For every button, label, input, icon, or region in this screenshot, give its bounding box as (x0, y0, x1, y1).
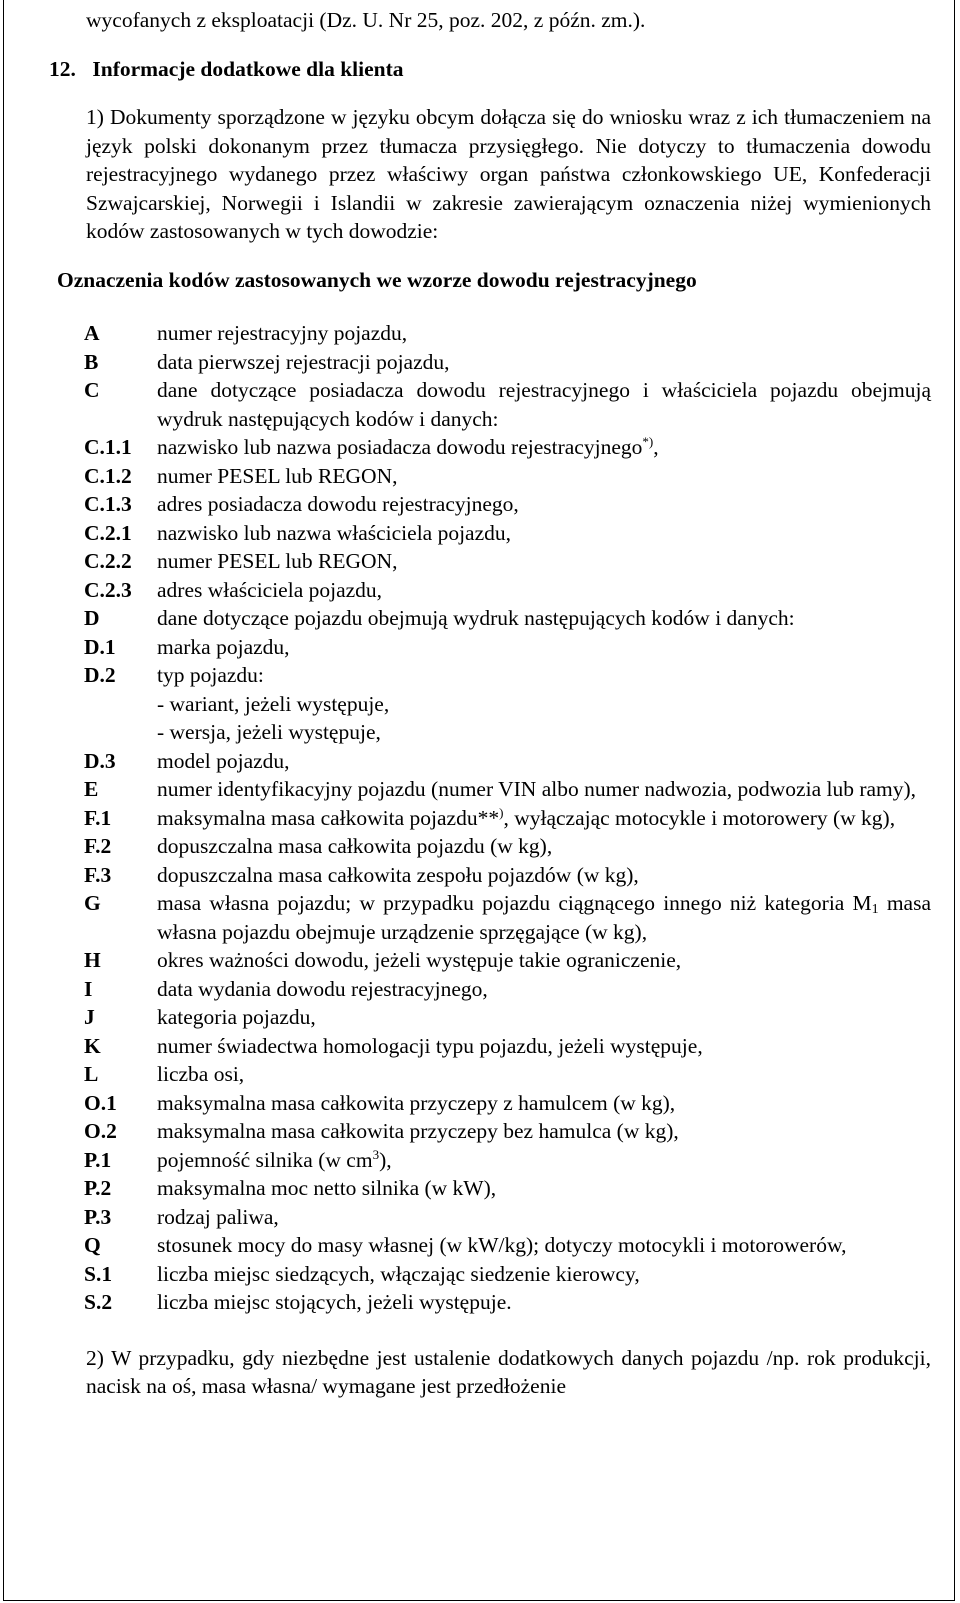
code-row (84, 1089, 931, 1118)
code-description (157, 804, 931, 833)
code-row (84, 490, 931, 519)
code-row (84, 1260, 931, 1289)
code-description-text: maksymalna masa całkowita przyczepy z hamulcem (w kg), (157, 1090, 676, 1115)
superscript: 3 (372, 1146, 380, 1162)
code-label: L (84, 1062, 99, 1086)
code-row (84, 946, 931, 975)
code-description (157, 319, 931, 348)
code-row (84, 319, 931, 348)
code-row (84, 462, 931, 491)
code-description (157, 861, 931, 890)
code-description-text: masa własna pojazdu; w przypadku pojazdu ciągnącego innego niż kategoria M (157, 891, 872, 915)
code-description-tail: masa własna pojazdu obejmuje urządzenie sprzęgające (w kg), (157, 891, 931, 944)
section-heading (49, 55, 931, 84)
code-description (157, 747, 931, 776)
code-description-text: numer identyfikacyjny pojazdu (numer VIN albo numer nadwozia, podwozia lub ramy), (157, 777, 917, 801)
code-subline: - wersja, jeżeli występuje, (157, 720, 381, 744)
code-description (157, 1288, 931, 1317)
code-description-text: numer świadectwa homologacji typu pojazdu, jeżeli występuje, (157, 1033, 703, 1058)
code-description (157, 433, 931, 462)
code-description-text: adres właściciela pojazdu, (157, 577, 383, 602)
code-label: Q (84, 1233, 101, 1257)
code-row (84, 1288, 931, 1317)
codes-heading: Oznaczenia kodów zastosowanych we wzorze dowodu rejestracyjnego (57, 267, 697, 292)
item-2-paragraph (86, 1344, 931, 1401)
section-number: 12. (49, 56, 76, 81)
code-description (157, 1003, 931, 1032)
code-description (157, 975, 931, 1004)
code-row (84, 633, 931, 662)
code-subline: - wariant, jeżeli występuje, (157, 691, 390, 716)
code-label: I (84, 976, 93, 1001)
code-row (84, 1117, 931, 1146)
code-description-text: dane dotyczące pojazdu obejmują wydruk następujących kodów i danych: (157, 606, 795, 630)
code-row (84, 747, 931, 776)
code-label: C.1.2 (84, 463, 132, 488)
code-label: S.1 (84, 1261, 113, 1286)
code-label: F.2 (84, 834, 112, 858)
continuation-line: wycofanych z eksploatacji (Dz. U. Nr 25, poz. 202, z późn. zm.). (86, 8, 646, 32)
code-label: C.1.1 (84, 435, 132, 459)
code-label: D.2 (84, 663, 116, 687)
code-description-text: numer PESEL lub REGON, (157, 549, 398, 573)
code-description-text: model pojazdu, (157, 748, 290, 773)
code-row (84, 547, 931, 576)
code-label: D.1 (84, 634, 116, 659)
code-description-text: typ pojazdu: (157, 663, 264, 687)
code-description (157, 946, 931, 975)
code-description-text: maksymalna moc netto silnika (w kW), (157, 1176, 497, 1200)
code-description-text: kategoria pojazdu, (157, 1005, 316, 1029)
code-description (157, 348, 931, 377)
code-description-text: nazwisko lub nazwa właściciela pojazdu, (157, 520, 512, 545)
code-description (157, 661, 931, 747)
code-description-text: dane dotyczące posiadacza dowodu rejestracyjnego i właściciela pojazdu obejmują wydruk następujących kodów i danych: (157, 378, 931, 431)
code-description (157, 576, 931, 605)
code-row (84, 775, 931, 804)
code-label: E (84, 777, 99, 801)
code-description-text: rodzaj paliwa, (157, 1204, 279, 1229)
item-2-text: W przypadku, gdy niezbędne jest ustalenie dodatkowych danych pojazdu /np. rok produkcji, nacisk na oś, masa własna/ wymagane jest przedłożenie (86, 1345, 931, 1398)
code-description (157, 490, 931, 519)
code-description (157, 376, 931, 433)
code-description-text: marka pojazdu, (157, 634, 290, 659)
code-row (84, 861, 931, 890)
item-1-prefix: 1) (86, 105, 104, 129)
document-page (49, 6, 931, 1401)
code-row (84, 348, 931, 377)
code-description-text: numer rejestracyjny pojazdu, (157, 321, 408, 345)
code-row (84, 1174, 931, 1203)
code-description (157, 889, 931, 946)
code-label: D.3 (84, 748, 116, 773)
code-description (157, 775, 931, 804)
superscript: *) (642, 434, 654, 449)
code-description (157, 519, 931, 548)
code-description-text: liczba osi, (157, 1062, 245, 1086)
code-row (84, 889, 931, 946)
code-description (157, 462, 931, 491)
code-row (84, 376, 931, 433)
code-description-text: liczba miejsc stojących, jeżeli występuje. (157, 1290, 512, 1314)
code-row (84, 1203, 931, 1232)
code-description (157, 604, 931, 633)
code-label: A (84, 321, 100, 345)
code-row (84, 519, 931, 548)
code-description-tail: , wyłączając motocykle i motorowery (w kg), (503, 805, 896, 830)
code-label: C.2.1 (84, 520, 132, 545)
code-row (84, 975, 931, 1004)
code-label: C.1.3 (84, 492, 132, 516)
code-description-text: adres posiadacza dowodu rejestracyjnego, (157, 492, 519, 516)
code-description (157, 832, 931, 861)
code-description (157, 1146, 931, 1175)
code-description-text: maksymalna masa całkowita pojazdu** (157, 805, 500, 830)
code-row (84, 433, 931, 462)
code-description-text: liczba miejsc siedzących, włączając siedzenie kierowcy, (157, 1261, 640, 1286)
code-row (84, 804, 931, 833)
code-label: H (84, 948, 101, 972)
subscript: 1 (871, 902, 879, 917)
code-label: P.1 (84, 1147, 112, 1172)
code-row (84, 1032, 931, 1061)
code-label: C.2.2 (84, 549, 132, 573)
code-label: F.1 (84, 805, 112, 830)
code-description-text: okres ważności dowodu, jeżeli występuje takie ograniczenie, (157, 948, 682, 972)
code-description (157, 633, 931, 662)
code-label: G (84, 891, 101, 915)
code-row (84, 661, 931, 747)
code-row (84, 1003, 931, 1032)
code-row (84, 604, 931, 633)
code-label: C.2.3 (84, 577, 132, 602)
code-description-text: numer PESEL lub REGON, (157, 463, 398, 488)
code-description (157, 1174, 931, 1203)
code-label: P.2 (84, 1176, 112, 1200)
code-row (84, 576, 931, 605)
code-description-text: dopuszczalna masa całkowita zespołu pojazdów (w kg), (157, 862, 639, 887)
code-row (84, 1231, 931, 1260)
code-description-text: data pierwszej rejestracji pojazdu, (157, 349, 450, 374)
code-label: J (84, 1005, 95, 1029)
code-label: O.1 (84, 1090, 117, 1115)
code-label: D (84, 606, 100, 630)
code-description (157, 1060, 931, 1089)
code-label: P.3 (84, 1204, 112, 1229)
section-title: Informacje dodatkowe dla klienta (92, 56, 404, 81)
item-1-paragraph (86, 103, 931, 246)
code-description (157, 1231, 931, 1260)
code-description (157, 1032, 931, 1061)
code-row (84, 1060, 931, 1089)
code-description (157, 1117, 931, 1146)
code-label: F.3 (84, 862, 112, 887)
code-description-text: nazwisko lub nazwa posiadacza dowodu rejestracyjnego (157, 435, 643, 459)
item-2-prefix: 2) (86, 1345, 104, 1370)
code-description (157, 1260, 931, 1289)
code-description-text: maksymalna masa całkowita przyczepy bez hamulca (w kg), (157, 1119, 679, 1143)
code-description (157, 1203, 931, 1232)
item-1-text: Dokumenty sporządzone w języku obcym dołącza się do wniosku wraz z ich tłumaczeniem na język polski dokonanym przez tłumacza przysięgłego. Nie dotyczy to tłumaczenia dowodu rejestracyjnego wydanego przez właściwy organ państwa członkowskiego UE, Konfederacji Szwajcarskiej, Norwegii i Islandii w zakresie zawierającym oznaczenia niżej wymienionych kodów zastosowanych w tych dowodzie: (86, 105, 931, 243)
codes-list (84, 319, 931, 1317)
code-description-text: data wydania dowodu rejestracyjnego, (157, 976, 488, 1001)
code-label: S.2 (84, 1290, 113, 1314)
code-description-tail: ), (379, 1147, 392, 1172)
code-description-text: stosunek mocy do masy własnej (w kW/kg); dotyczy motocykli i motorowerów, (157, 1233, 847, 1257)
superscript: ) (499, 804, 504, 820)
code-row (84, 1146, 931, 1175)
code-description-tail: , (653, 435, 659, 459)
code-label: K (84, 1033, 101, 1058)
code-description-text: pojemność silnika (w cm (157, 1147, 373, 1172)
code-description-text: dopuszczalna masa całkowita pojazdu (w kg), (157, 834, 553, 858)
code-description (157, 1089, 931, 1118)
code-description (157, 547, 931, 576)
code-label: O.2 (84, 1119, 117, 1143)
code-row (84, 832, 931, 861)
code-label: C (84, 378, 100, 402)
code-label: B (84, 349, 99, 374)
